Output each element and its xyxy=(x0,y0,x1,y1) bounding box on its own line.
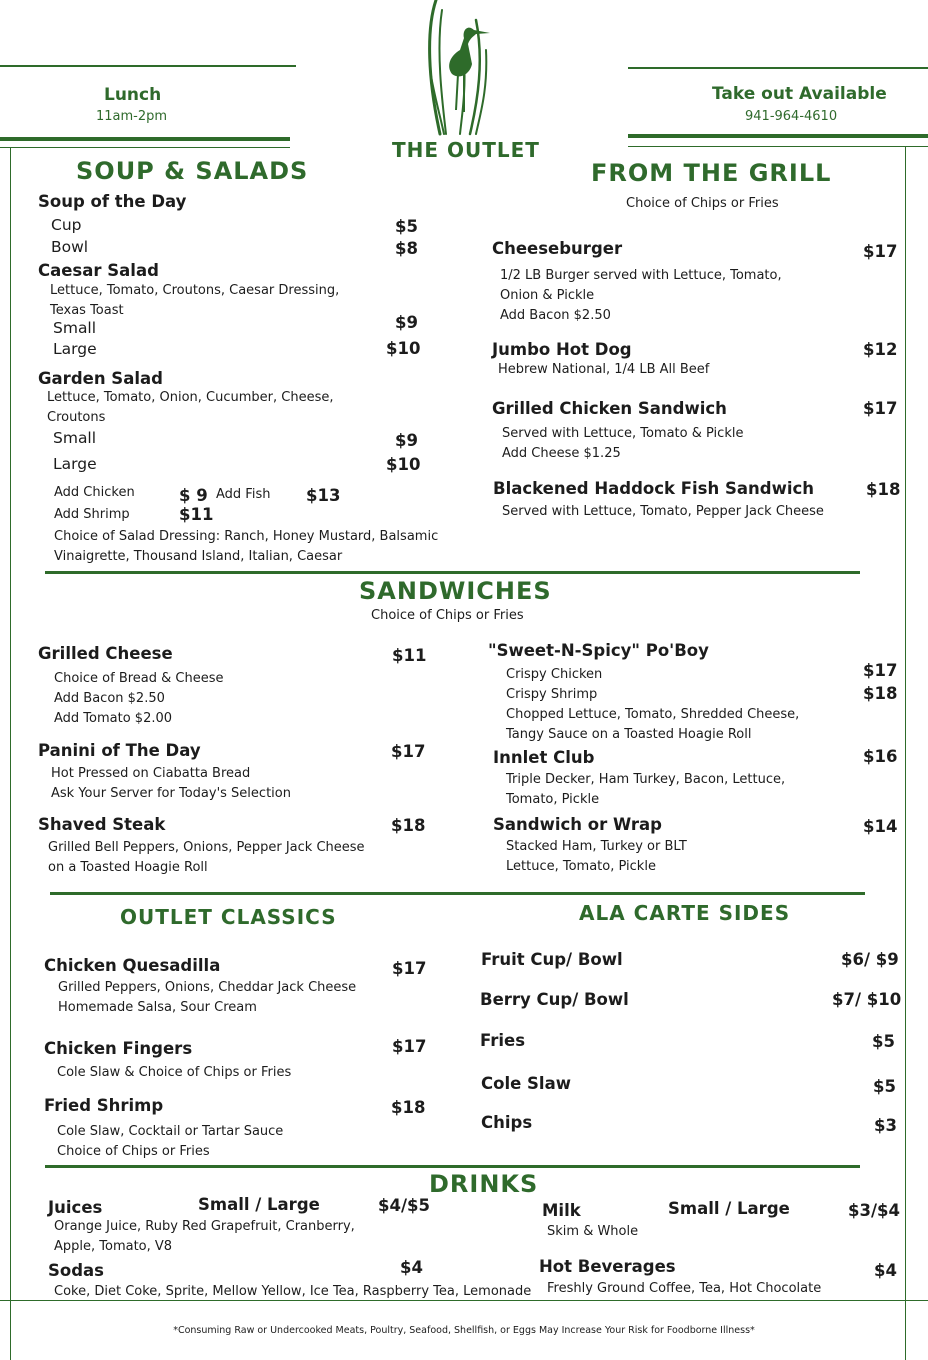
cheeseburger: Cheeseburger xyxy=(492,239,623,258)
chicken-sandwich-desc-2: Add Cheese $1.25 xyxy=(502,446,621,461)
jumbo-hot-dog: Jumbo Hot Dog xyxy=(492,340,632,359)
cole-slaw-price: $5 xyxy=(873,1077,896,1096)
shaved-steak: Shaved Steak xyxy=(38,815,166,834)
haddock-sandwich-price: $18 xyxy=(866,480,901,499)
chicken-sandwich-desc-1: Served with Lettuce, Tomato & Pickle xyxy=(502,426,744,441)
chicken-fingers: Chicken Fingers xyxy=(44,1039,193,1058)
heron-logo-icon xyxy=(418,0,498,136)
sandwiches-subtitle: Choice of Chips or Fries xyxy=(371,608,524,623)
milk-size: Small / Large xyxy=(668,1199,790,1218)
takeout-title: Take out Available xyxy=(712,84,887,104)
shrimp-desc-2: Choice of Chips or Fries xyxy=(57,1144,210,1159)
caesar-small: Small xyxy=(53,319,97,337)
left-border xyxy=(10,147,11,1360)
grilled-cheese-price: $11 xyxy=(392,646,427,665)
caesar-large: Large xyxy=(53,340,97,358)
haddock-desc: Served with Lettuce, Tomato, Pepper Jack Cheese xyxy=(502,504,824,519)
sodas-desc: Coke, Diet Coke, Sprite, Mellow Yellow, Ice Tea, Raspberry Tea, Lemonade xyxy=(54,1284,532,1299)
header-left-rule xyxy=(0,137,290,141)
dressing-line-1: Choice of Salad Dressing: Ranch, Honey Mustard, Balsamic xyxy=(54,529,439,544)
poboy-shrimp-price: $18 xyxy=(863,684,898,703)
quesadilla-price: $17 xyxy=(392,959,427,978)
garden-salad: Garden Salad xyxy=(38,369,163,388)
panini-of-the-day: Panini of The Day xyxy=(38,741,201,760)
hot-beverages: Hot Beverages xyxy=(539,1257,676,1276)
grilled-cheese-desc-3: Add Tomato $2.00 xyxy=(54,711,173,726)
top-right-rule xyxy=(628,67,928,69)
right-border xyxy=(905,146,906,1360)
chicken-quesadilla: Chicken Quesadilla xyxy=(44,956,221,975)
soup-salads-title: SOUP & SALADS xyxy=(76,157,309,185)
soup-bowl: Bowl xyxy=(51,238,89,256)
sandwich-or-wrap: Sandwich or Wrap xyxy=(493,815,662,834)
grilled-cheese-desc-1: Choice of Bread & Cheese xyxy=(54,671,224,686)
quesadilla-desc-2: Homemade Salsa, Sour Cream xyxy=(58,1000,257,1015)
add-shrimp: Add Shrimp xyxy=(54,507,130,522)
sodas: Sodas xyxy=(48,1261,104,1280)
sodas-price: $4 xyxy=(400,1258,423,1277)
club-desc-1: Triple Decker, Ham Turkey, Bacon, Lettuce, xyxy=(506,772,786,787)
garden-small-price: $9 xyxy=(395,431,418,450)
add-chicken: Add Chicken xyxy=(54,485,135,500)
poboy: "Sweet-N-Spicy" Po'Boy xyxy=(488,641,709,660)
lunch-hours: 11am-2pm xyxy=(96,109,168,124)
header-left-thin-rule xyxy=(0,147,290,148)
garden-small: Small xyxy=(53,429,97,447)
divider-drinks xyxy=(45,1165,860,1168)
poboy-shrimp: Crispy Shrimp xyxy=(506,687,598,702)
dressing-line-2: Vinaigrette, Thousand Island, Italian, Caesar xyxy=(54,549,343,564)
grilled-cheese-desc-2: Add Bacon $2.50 xyxy=(54,691,165,706)
club-desc-2: Tomato, Pickle xyxy=(506,792,600,807)
caesar-salad: Caesar Salad xyxy=(38,261,159,280)
innlet-club: Innlet Club xyxy=(493,748,595,767)
chips-price: $3 xyxy=(874,1116,897,1135)
fruit-cup-price: $6/ $9 xyxy=(841,950,899,969)
garden-large-price: $10 xyxy=(386,455,421,474)
fruit-cup: Fruit Cup/ Bowl xyxy=(481,950,623,969)
shaved-steak-price: $18 xyxy=(391,816,426,835)
fingers-desc: Cole Slaw & Choice of Chips or Fries xyxy=(57,1065,292,1080)
berry-cup: Berry Cup/ Bowl xyxy=(480,990,629,1009)
steak-desc-2: on a Toasted Hoagie Roll xyxy=(48,860,208,875)
fries: Fries xyxy=(480,1031,526,1050)
caesar-desc-2: Texas Toast xyxy=(50,303,124,318)
shrimp-desc-1: Cole Slaw, Cocktail or Tartar Sauce xyxy=(57,1124,284,1139)
soup-bowl-price: $8 xyxy=(395,239,418,258)
hot-dog-desc: Hebrew National, 1/4 LB All Beef xyxy=(498,362,710,377)
fried-shrimp: Fried Shrimp xyxy=(44,1096,164,1115)
bottom-rule xyxy=(0,1300,928,1301)
cheeseburger-price: $17 xyxy=(863,242,898,261)
juices-size: Small / Large xyxy=(198,1195,320,1214)
classics-title: OUTLET CLASSICS xyxy=(120,905,337,929)
berry-cup-price: $7/ $10 xyxy=(832,990,902,1009)
add-fish: Add Fish xyxy=(216,487,271,502)
cheeseburger-desc-2: Onion & Pickle xyxy=(500,288,595,303)
grill-subtitle: Choice of Chips or Fries xyxy=(626,196,779,211)
juices-price: $4/$5 xyxy=(378,1196,430,1215)
soup-of-day: Soup of the Day xyxy=(38,192,187,211)
caesar-large-price: $10 xyxy=(386,339,421,358)
add-chicken-price: $ 9 xyxy=(179,486,208,505)
quesadilla-desc-1: Grilled Peppers, Onions, Cheddar Jack Cheese xyxy=(58,980,357,995)
garden-desc-1: Lettuce, Tomato, Onion, Cucumber, Cheese, xyxy=(47,390,334,405)
juices-desc-2: Apple, Tomato, V8 xyxy=(54,1239,173,1254)
sandwiches-title: SANDWICHES xyxy=(359,577,552,605)
panini-price: $17 xyxy=(391,742,426,761)
haddock-sandwich: Blackened Haddock Fish Sandwich xyxy=(493,479,815,498)
cheeseburger-desc-3: Add Bacon $2.50 xyxy=(500,308,611,323)
chips: Chips xyxy=(481,1113,533,1132)
cheeseburger-desc-1: 1/2 LB Burger served with Lettuce, Tomato, xyxy=(500,268,782,283)
add-fish-price: $13 xyxy=(306,486,341,505)
top-left-rule xyxy=(0,65,296,67)
lunch-title: Lunch xyxy=(104,85,162,105)
poboy-chicken: Crispy Chicken xyxy=(506,667,603,682)
grilled-cheese: Grilled Cheese xyxy=(38,644,173,663)
juices-desc-1: Orange Juice, Ruby Red Grapefruit, Cranberry, xyxy=(54,1219,355,1234)
milk: Milk xyxy=(542,1201,581,1220)
caesar-desc-1: Lettuce, Tomato, Croutons, Caesar Dressing, xyxy=(50,283,340,298)
grilled-chicken-sandwich: Grilled Chicken Sandwich xyxy=(492,399,727,418)
cole-slaw: Cole Slaw xyxy=(481,1074,571,1093)
panini-desc-2: Ask Your Server for Today's Selection xyxy=(51,786,291,801)
juices: Juices xyxy=(48,1198,103,1217)
garden-large: Large xyxy=(53,455,97,473)
innlet-club-price: $16 xyxy=(863,747,898,766)
jumbo-hot-dog-price: $12 xyxy=(863,340,898,359)
wrap-desc-1: Stacked Ham, Turkey or BLT xyxy=(506,839,687,854)
phone-number: 941-964-4610 xyxy=(745,109,838,124)
milk-desc: Skim & Whole xyxy=(547,1224,639,1239)
panini-desc-1: Hot Pressed on Ciabatta Bread xyxy=(51,766,251,781)
grill-title: FROM THE GRILL xyxy=(591,159,832,187)
sandwich-or-wrap-price: $14 xyxy=(863,817,898,836)
poboy-desc-1: Chopped Lettuce, Tomato, Shredded Cheese, xyxy=(506,707,800,722)
drinks-title: DRINKS xyxy=(429,1170,539,1198)
soup-cup: Cup xyxy=(51,216,82,234)
fries-price: $5 xyxy=(872,1032,895,1051)
hot-beverages-price: $4 xyxy=(874,1261,897,1280)
milk-price: $3/$4 xyxy=(848,1201,900,1220)
hot-beverages-desc: Freshly Ground Coffee, Tea, Hot Chocolate xyxy=(547,1281,822,1296)
poboy-desc-2: Tangy Sauce on a Toasted Hoagie Roll xyxy=(506,727,752,742)
header-right-rule xyxy=(628,134,928,138)
header-right-thin-rule xyxy=(628,146,928,147)
sides-title: ALA CARTE SIDES xyxy=(579,901,791,925)
divider-sandwiches xyxy=(45,571,860,574)
divider-classics xyxy=(50,892,865,895)
soup-cup-price: $5 xyxy=(395,217,418,236)
add-shrimp-price: $11 xyxy=(179,505,214,524)
steak-desc-1: Grilled Bell Peppers, Onions, Pepper Jack Cheese xyxy=(48,840,365,855)
fried-shrimp-price: $18 xyxy=(391,1098,426,1117)
grilled-chicken-sandwich-price: $17 xyxy=(863,399,898,418)
chicken-fingers-price: $17 xyxy=(392,1037,427,1056)
food-safety-disclaimer: *Consuming Raw or Undercooked Meats, Poultry, Seafood, Shellfish, or Eggs May Increase Your Risk for Foodborne Illness* xyxy=(173,1325,755,1336)
poboy-chicken-price: $17 xyxy=(863,661,898,680)
caesar-small-price: $9 xyxy=(395,313,418,332)
restaurant-name: THE OUTLET xyxy=(392,138,540,162)
garden-desc-2: Croutons xyxy=(47,410,106,425)
wrap-desc-2: Lettuce, Tomato, Pickle xyxy=(506,859,656,874)
